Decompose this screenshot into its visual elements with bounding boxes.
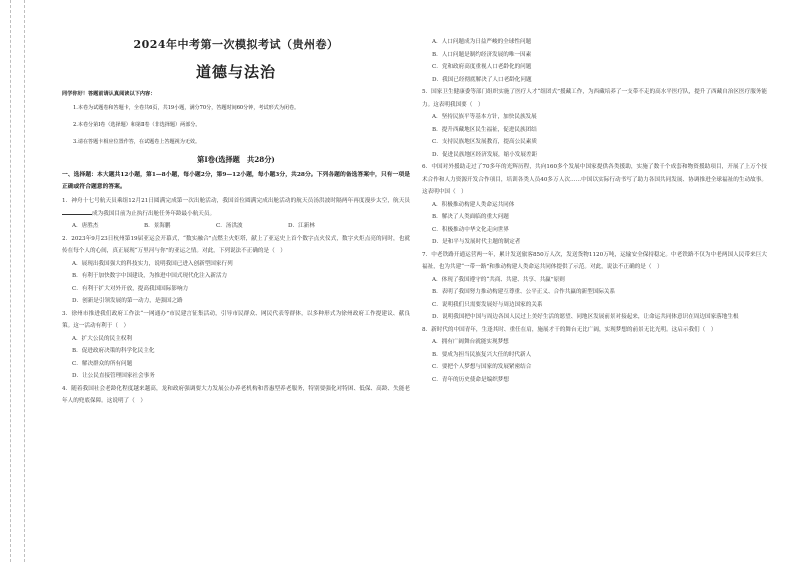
question-1-options — [72, 220, 410, 233]
option: A．坚持民族平等基本方针，加快民族发展 — [432, 114, 537, 120]
option: C．支持民族地区发展教育，提高公民素质 — [432, 139, 537, 145]
option: D．促进民族地区经济发展，缩小发展差距 — [432, 151, 538, 158]
option: C．有利于扩大对外开放，提高我国国际影响力 — [72, 285, 189, 292]
option: C．积极推动中华文化走向世界 — [432, 226, 509, 233]
option: C．解决群众的所有问题 — [72, 360, 133, 367]
question-7: 7．中老铁路开通运营两一年，累计发送旅客850万人次，发送货物1120万吨，运输安全保持稳定。中老铁路不仅为中老两国人民带来巨大福祉，也为共建“一带一路”和推动构建人类命运共同体提供了示范。对此，说法不正确的是（ ） — [422, 251, 767, 270]
right-column — [422, 36, 767, 386]
question-stem: 1．神舟十七号航天员乘组12月21日圆满完成第一次出舱活动，我国首位圆满完成出舱活动的航天员汤洪波时隔两年再度漫步太空，航天员 — [62, 198, 410, 204]
option: B．要成为担当民族复兴大任的时代新人 — [432, 351, 532, 358]
section-intro: 一、选择题：本大题共12小题，第1—8小题，每小题2分，第9—12小题，每小题3分，共28分。下列各题的备选答案中，只有一项是正确或符合题意的答案。 — [62, 172, 410, 190]
option: A．体现了我国遵守的“共商、共建、共享、共赢”原则 — [432, 276, 565, 283]
option: C．说明我们只需要发展好与周边国家的关系 — [432, 301, 543, 308]
exam-title: 2024年中考第一次模拟考试（贵州卷） — [133, 38, 339, 51]
option: C．要把个人梦想与国家的发展紧密结合 — [432, 364, 532, 370]
question-8: 8．新时代的中国青年，生逢其时、重任在肩，施展才干的舞台无比广阔，实现梦想的前景无比光明。这启示我们（ ） — [422, 326, 717, 333]
option: A．展现出我国强大的科技实力，说明我国已进入创新型国家行列 — [72, 260, 233, 267]
option: A．人口问题成为日益严峻的全球性问题 — [432, 39, 532, 45]
option: D．我国已经彻底解决了人口老龄化问题 — [432, 76, 532, 83]
option: A．积极推动构建人类命运共同体 — [432, 201, 515, 208]
option: B．解决了人类面临的重大问题 — [432, 214, 509, 220]
option: C．汤洪波 — [216, 223, 243, 229]
question-2: 2．2023年9月23日杭州第19届亚运会开幕式，“数实融合”点燃主火炬塔，献上了亚运史上首个数字点火仪式，数字火炬点亮的同时，也就传在每个人的心间，真正展现“万里河与你”的亚运之情。对此，下列说法不正确的是（ ） — [62, 235, 410, 254]
option: D．创新是引领发展的第一动力，是强国之路 — [72, 298, 183, 304]
question-5: 5．国家卫生健康委等部门组织实施了医疗人才“组团式”援藏工作，为西藏培养了一支带不走的高水平医疗队，提升了西藏自治区医疗服务能力。这表明我国要（ ） — [422, 89, 767, 108]
left-column — [62, 36, 410, 408]
option: A．扩大公民的民主权利 — [72, 335, 132, 342]
option: B．表明了我国努力推动构建互尊重、公平正义、合作共赢的新型国际关系 — [432, 289, 616, 295]
section-title: 第Ⅰ卷(选择题 共28分) — [197, 155, 275, 164]
notice-heading: 同学你好！答题前请认真阅读以下内容： — [62, 91, 156, 97]
notice-item: 3.请在答题卡相应位置作答，在试题卷上答题视为无效。 — [73, 139, 201, 145]
option: D．说明我国把中国与周边各国人民过上美好生活的愿望、同地区发展前景对接起来，让命运共同体意识在周边国家落地生根 — [432, 314, 739, 320]
answer-blank — [62, 208, 92, 215]
question-stem-end: 成为我国目前为止执行出舱任务年龄最小航天员。 — [92, 210, 216, 217]
option: B．促进政府决策的科学化民主化 — [72, 348, 155, 354]
option: B．有利于加快数字中国建设，为推进中国式现代化注入新活力 — [72, 273, 228, 279]
option: D．是和平与发展时代主题的制定者 — [432, 239, 521, 245]
notice-item: 2.本卷分第Ⅰ卷（选择题）和第Ⅱ卷（非选择题）两部分。 — [73, 122, 201, 128]
option: D．江新林 — [288, 223, 315, 229]
question-4: 4．随着我国社会老龄化程度越来越高，龙和政府强调要大力发展公办养老机构和普惠型养老服务，特别要强化对特困、低保、高龄、失能老年人的兜底保障。这说明了（ ） — [62, 385, 410, 404]
subject-title: 道德与法治 — [195, 63, 276, 81]
question-3: 3．徐州市推进我们政府工作法“一网通办”市民建言征集活动，引导市民群众、网民代表等群体，以多种形式为徐州政府工作提建议、献良策。这一活动有利于（ ） — [62, 310, 410, 329]
question-6: 6．中国对外援助走过了70多年的光辉历程，共向160多个发展中国家提供各类援助，实施了数千个成套和物资援助项目，开展了上万个技术合作和人力资源开发合作项目，培训各类人员40多万人次……中国以实际行动书写了助力各国共同发展、协调推进全球福祉的生动故事。这表明中国（ ） — [422, 164, 767, 195]
option: C．党和政府高度重视人口老龄化的问题 — [432, 64, 532, 70]
question-1 — [62, 195, 410, 220]
option: B．景海鹏 — [144, 223, 171, 229]
option: B．人口问题是制约经济发展的唯一因素 — [432, 51, 532, 58]
option: B．提升西藏地区民生福祉，促进民族团结 — [432, 126, 537, 133]
binding-line — [10, 0, 11, 562]
option: A．拥有广阔舞台就能实现梦想 — [432, 339, 509, 345]
notice-item: 1.本卷为试题卷和答题卡，全卷共6页，共19小题，满分70分，答题时间60分钟，考试形式为闭卷。 — [73, 105, 300, 111]
binding-line — [24, 0, 25, 562]
option: D．让公民直接管理国家社会事务 — [72, 373, 155, 379]
option: A．唐胜杰 — [72, 223, 99, 229]
option: C．青年的历史使命是编织梦想 — [432, 376, 509, 383]
